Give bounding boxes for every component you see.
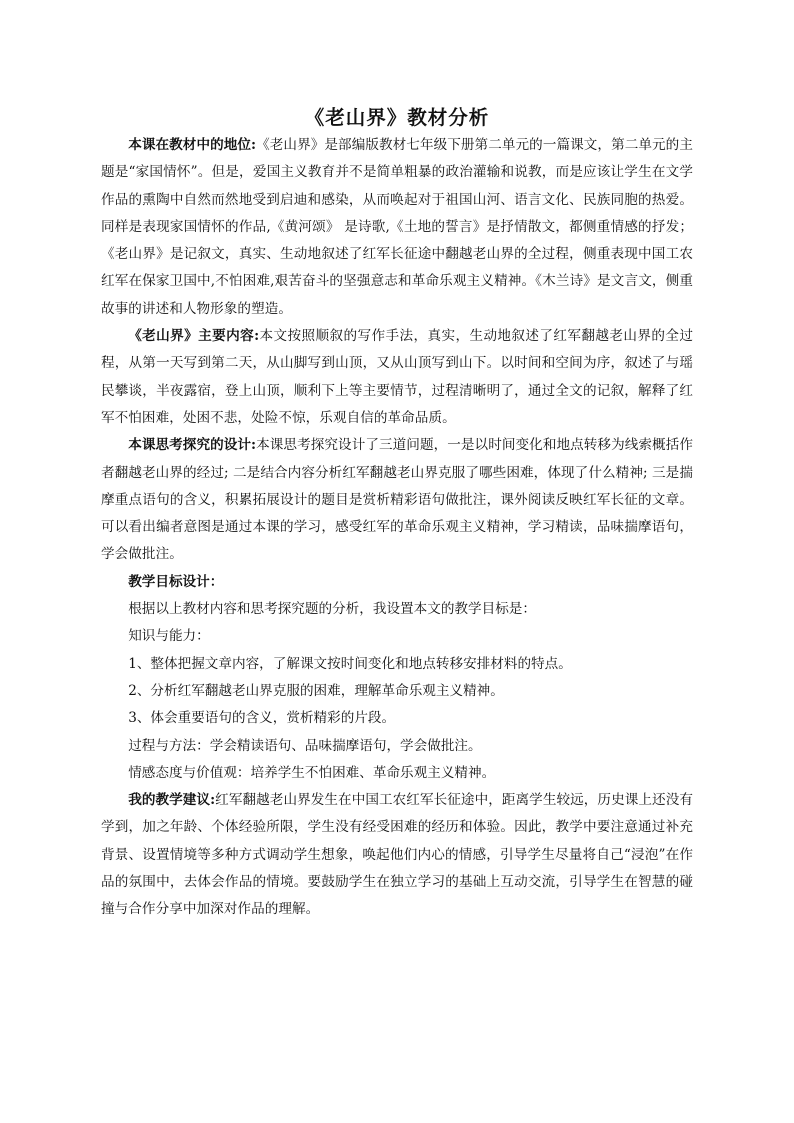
goal-item: 1、整体把握文章内容，了解课文按时间变化和地点转移安排材料的特点。: [128, 655, 572, 672]
paragraph-design: [101, 432, 693, 568]
paragraph-text: 本课思考探究设计了三道问题，一是以时间变化和地点转移为线索概括作者翻越老山界的经过; 二是结合内容分析红军翻越老山界克服了哪些困难，体现了什么精神; 三是揣摩重点语句的含义，积累拓展设计的题目是赏析精彩语句做批注，课外阅读反映红军长征的文章。可以看出编者意图是通过本课的学习，感受红军的革命乐观主义精神，学习精读，品味揣摩语句，学会做批注。: [101, 437, 693, 563]
process-method: 过程与方法：学会精读语句、品味揣摩语句，学会做批注。: [128, 737, 482, 754]
paragraph-lead: 《老山界》主要内容:: [128, 328, 260, 345]
paragraph-text: 红军翻越老山界发生在中国工农红军长征途中，距离学生较远，历史课上还没有学到，加之年龄、个体经验所限，学生没有经受困难的经历和体验。因此，教学中要注意通过补充背景、设置情境等多种方式调动学生想象，唤起他们内心的情感，引导学生尽量将自己“浸泡”在作品的氛围中，去体会作品的情境。要鼓励学生在独立学习的基础上互动交流，引导学生在智慧的碰撞与合作分享中加深对作品的理解。: [101, 792, 693, 918]
goals-intro: 根据以上教材内容和思考探究题的分析，我设置本文的教学目标是：: [128, 601, 536, 618]
paragraph-lead: 本课思考探究的设计:: [128, 437, 257, 454]
goal-item: 2、分析红军翻越老山界克服的困难，理解革命乐观主义精神。: [128, 682, 504, 699]
paragraph-lead: 本课在教材中的地位:: [128, 137, 257, 153]
goals-heading: 教学目标设计：: [128, 573, 224, 590]
page-title: 《老山界》教材分析: [304, 106, 490, 129]
goal-item: 3、体会重要语句的含义，赏析精彩的片段。: [128, 710, 396, 727]
emotion-values: 情感态度与价值观：培养学生不怕困难、革命乐观主义精神。: [128, 764, 496, 781]
document-body: [101, 104, 693, 924]
paragraph-position: [101, 132, 693, 323]
paragraph-text: 《老山界》是部编版教材七年级下册第二单元的一篇课文，第二单元的主题是“家国情怀”。但是，爱国主义教育并不是简单粗暴的政治灌输和说教，而是应该让学生在文学作品的熏陶中自然而然地受到启迪和感染，从而唤起对于祖国山河、语言文化、民族同胞的热爱。同样是表现家国情怀的作品,《黄河颂》 是诗歌,《土地的誓言》是抒情散文，都侧重情感的抒发；《老山界》是记叙文，真实、生动地叙述了红军长征途中翻越老山界的全过程，侧重表现中国工农红军在保家卫国中,不怕困难,艰苦奋斗的坚强意志和革命乐观主义精神。《木兰诗》是文言文，侧重故事的讲述和人物形象的塑造。: [101, 137, 693, 317]
paragraph-content: [101, 323, 693, 432]
paragraph-lead: 我的教学建议:: [128, 792, 216, 809]
paragraph-suggestion: [101, 787, 693, 923]
paragraph-text: 本文按照顺叙的写作手法，真实，生动地叙述了红军翻越老山界的全过程，从第一天写到第二天，从山脚写到山顶，又从山顶写到山下。以时间和空间为序，叙述了与瑶民攀谈，半夜露宿，登上山顶，顺利下上等主要情节，过程清晰明了，通过全文的记叙，解释了红军不怕困难，处困不悲，处险不惊，乐观自信的革命品质。: [101, 328, 693, 426]
knowledge-label: 知识与能力：: [128, 628, 210, 645]
